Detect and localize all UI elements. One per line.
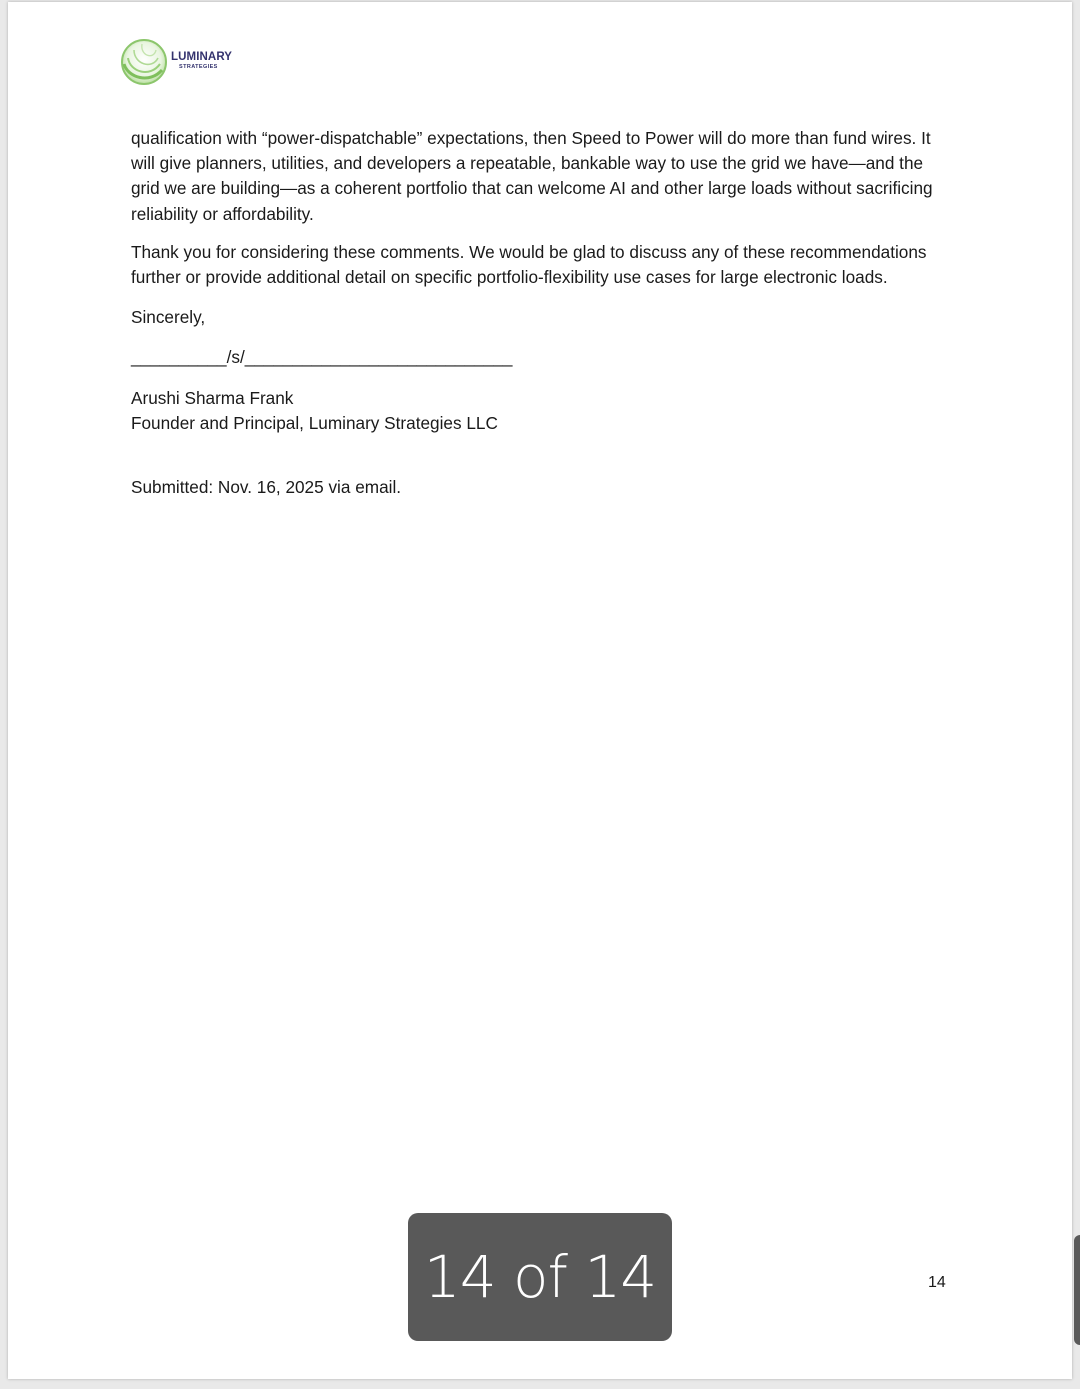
page-indicator: 14 of 14: [408, 1213, 672, 1341]
scrollbar[interactable]: [1074, 1235, 1080, 1345]
company-logo: [120, 38, 232, 86]
signer-title: Founder and Principal, Luminary Strategies LLC: [131, 412, 498, 433]
page-number: 14: [928, 1274, 946, 1291]
luminary-logo-icon: [120, 38, 168, 86]
document-page: [8, 2, 1072, 1379]
letter-body: [131, 126, 951, 500]
submission-note: Submitted: Nov. 16, 2025 via email.: [131, 477, 402, 498]
logo-subtitle: STRATEGIES: [179, 63, 218, 70]
signature-line: __________/s/____________________________: [131, 347, 513, 368]
paragraph-2: Thank you for considering these comments. We would be glad to discuss any of these recommendations further or provide additional detail on specific portfolio-flexibility use cases for large electronic loads.: [131, 241, 927, 288]
closing: Sincerely,: [131, 307, 206, 328]
signer-block: [131, 386, 951, 436]
logo-name: LUMINARY: [171, 51, 233, 63]
signer-name: Arushi Sharma Frank: [131, 387, 294, 408]
paragraph-1: qualification with “power-dispatchable” expectations, then Speed to Power will do more than fund wires. It will give planners, utilities, and developers a repeatable, bankable way to use the grid we have—and the grid we are building—as a coherent portfolio that can welcome AI and other large loads without sacrificing reliability or affordability.: [131, 128, 933, 224]
